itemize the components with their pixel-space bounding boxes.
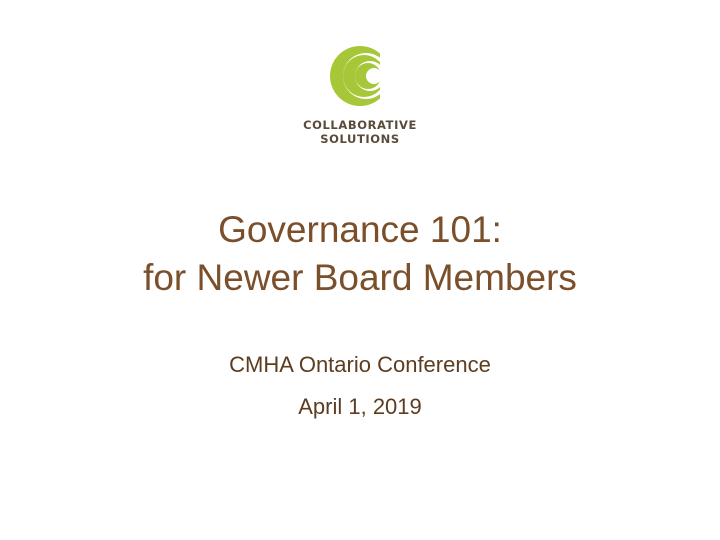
conference-name: CMHA Ontario Conference <box>229 352 491 377</box>
collaborative-solutions-logo <box>0 44 720 146</box>
title-line-1: Governance 101: <box>218 209 502 250</box>
logo-line-1: COLLABORATIVE <box>303 118 417 132</box>
title-line-2: for Newer Board Members <box>143 257 577 298</box>
slide-title <box>0 206 720 302</box>
logo-wordmark <box>0 118 720 146</box>
presentation-date: April 1, 2019 <box>298 394 422 419</box>
logo-mark-icon <box>328 44 392 108</box>
logo-line-2: SOLUTIONS <box>320 132 400 146</box>
slide-subtitle <box>0 344 720 428</box>
